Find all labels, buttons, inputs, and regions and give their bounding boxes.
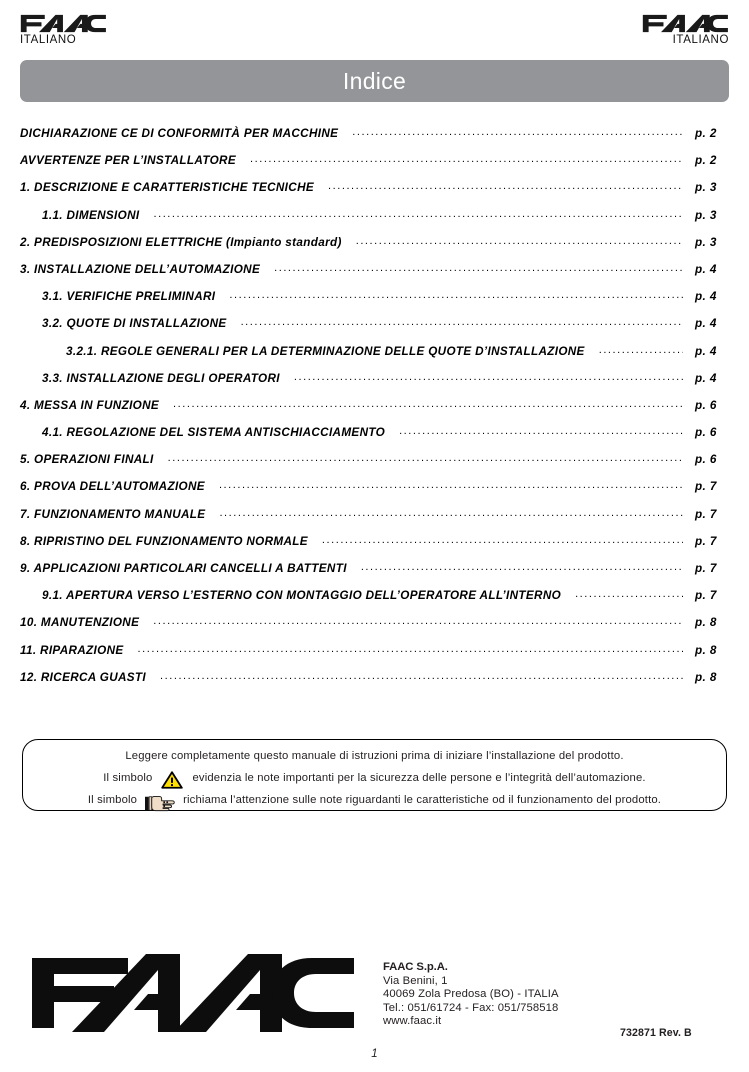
toc-leader-dots	[160, 671, 683, 681]
toc-entry-page: p. 7	[695, 480, 717, 494]
company-address	[383, 961, 559, 1029]
address-street: Via Benini, 1	[383, 974, 448, 987]
toc-leader-dots	[328, 181, 683, 191]
toc-leader-dots	[153, 616, 683, 626]
toc-entry[interactable]	[20, 562, 729, 589]
toc-entry-label: 11. RIPARAZIONE	[20, 643, 124, 657]
toc-entry-label: 3. INSTALLAZIONE DELL’AUTOMAZIONE	[20, 262, 261, 276]
faac-logo-icon	[28, 948, 358, 1034]
toc-entry-page: p. 3	[695, 235, 717, 249]
footer-faac-logo	[28, 948, 358, 1034]
notice-text-suffix: evidenzia le note importanti per la sicurezza delle persone e l’integrità dell’automazione.	[192, 772, 646, 784]
toc-entry[interactable]	[20, 236, 729, 263]
toc-leader-dots	[575, 589, 683, 599]
toc-entry[interactable]	[20, 317, 729, 344]
toc-entry-label: 9.1. APERTURA VERSO L’ESTERNO CON MONTAGGIO DELL’OPERATORE ALL’INTERNO	[42, 589, 562, 603]
toc-entry-label: 1.1. DIMENSIONI	[42, 208, 140, 222]
toc-leader-dots	[352, 127, 683, 137]
toc-entry-page: p. 6	[695, 398, 717, 412]
toc-entry-page: p. 2	[695, 127, 717, 140]
toc-entry[interactable]	[20, 644, 729, 671]
toc-entry[interactable]	[20, 399, 729, 426]
toc-entry-label: 1. DESCRIZIONE E CARATTERISTICHE TECNICHE	[20, 181, 315, 195]
toc-entry[interactable]	[20, 372, 729, 399]
toc-entry-page: p. 6	[695, 426, 717, 440]
toc-leader-dots	[153, 209, 683, 219]
toc-entry-label: 4. MESSA IN FUNZIONE	[20, 398, 160, 412]
toc-entry-label: 3.2.1. REGOLE GENERALI PER LA DETERMINAZIONE DELLE QUOTE D’INSTALLAZIONE	[66, 344, 585, 358]
notice-line-hand	[23, 789, 726, 811]
toc-leader-dots	[599, 345, 683, 355]
toc-entry-page: p. 3	[695, 181, 717, 195]
toc-entry[interactable]	[20, 290, 729, 317]
toc-entry-page: p. 7	[695, 507, 717, 521]
toc-leader-dots	[294, 372, 683, 382]
address-phone: Tel.: 051/61724 - Fax: 051/758518	[383, 1001, 559, 1014]
toc-entry-page: p. 4	[695, 262, 717, 276]
toc-entry-page: p. 4	[695, 344, 717, 358]
toc-entry-page: p. 7	[695, 534, 717, 548]
notice-text: Leggere completamente questo manuale di istruzioni prima di iniziare l’installazione del prodotto.	[125, 750, 624, 762]
toc-entry-page: p. 7	[695, 589, 717, 603]
toc-leader-dots	[399, 426, 683, 436]
pointing-hand-icon	[145, 795, 175, 812]
toc-entry-label: 8. RIPRISTINO DEL FUNZIONAMENTO NORMALE	[20, 534, 308, 548]
notice-text-prefix: Il simbolo	[103, 772, 153, 784]
toc-entry[interactable]	[20, 154, 729, 181]
warning-triangle-icon	[161, 771, 183, 789]
toc-entry[interactable]	[20, 345, 729, 372]
page-header	[0, 14, 749, 56]
toc-entry-label: 12. RICERCA GUASTI	[20, 670, 147, 684]
company-name: FAAC S.p.A.	[383, 961, 448, 973]
notice-line-read-manual	[23, 745, 726, 767]
toc-entry[interactable]	[20, 616, 729, 643]
toc-entry-label: 9. APPLICAZIONI PARTICOLARI CANCELLI A BATTENTI	[20, 562, 347, 575]
toc-leader-dots	[219, 508, 683, 518]
toc-entry-page: p. 3	[695, 208, 717, 222]
address-city: 40069 Zola Predosa (BO) - ITALIA	[383, 988, 559, 1001]
toc-leader-dots	[361, 562, 683, 572]
toc-leader-dots	[274, 263, 683, 273]
toc-leader-dots	[229, 290, 683, 300]
notice-text-suffix: richiama l’attenzione sulle note riguardanti le caratteristiche od il funzionamento del prodotto.	[183, 794, 662, 806]
page-title: Indice	[342, 67, 407, 94]
page-number: 1	[371, 1048, 378, 1060]
toc-leader-dots	[168, 453, 683, 463]
notice-text-prefix: Il simbolo	[87, 794, 138, 806]
page-title-bar	[20, 60, 729, 102]
toc-entry[interactable]	[20, 426, 729, 453]
toc-entry-page: p. 6	[695, 453, 717, 467]
toc-entry-label: DICHIARAZIONE CE DI CONFORMITÀ PER MACCHINE	[20, 127, 339, 140]
toc-entry-label: 6. PROVA DELL’AUTOMAZIONE	[20, 480, 205, 494]
toc-leader-dots	[138, 644, 683, 654]
toc-leader-dots	[250, 154, 683, 164]
toc-entry[interactable]	[20, 480, 729, 507]
brand-right	[619, 14, 729, 47]
toc-entry-label: 7. FUNZIONAMENTO MANUALE	[20, 507, 206, 521]
toc-entry-page: p. 4	[695, 371, 717, 385]
toc-entry[interactable]	[20, 209, 729, 236]
toc-entry[interactable]	[20, 181, 729, 208]
notice-line-warning	[23, 767, 726, 789]
toc-entry-page: p. 4	[695, 317, 717, 331]
faac-logo-icon	[642, 14, 729, 33]
toc-entry[interactable]	[20, 535, 729, 562]
toc-entry-label: 3.2. QUOTE DI INSTALLAZIONE	[42, 317, 227, 331]
address-website: www.faac.it	[383, 1015, 442, 1028]
toc-entry[interactable]	[20, 453, 729, 480]
toc-entry-label: AVVERTENZE PER L’INSTALLATORE	[20, 154, 236, 168]
toc-entry[interactable]	[20, 508, 729, 535]
toc-entry-page: p. 7	[695, 562, 717, 575]
toc-entry-label: 4.1. REGOLAZIONE DEL SISTEMA ANTISCHIACCIAMENTO	[42, 426, 386, 440]
table-of-contents	[20, 127, 729, 698]
toc-entry[interactable]	[20, 589, 729, 616]
toc-entry-page: p. 8	[695, 670, 717, 684]
toc-leader-dots	[241, 317, 683, 327]
toc-entry-page: p. 2	[695, 154, 717, 168]
toc-entry[interactable]	[20, 263, 729, 290]
toc-entry-label: 10. MANUTENZIONE	[20, 616, 140, 630]
brand-right-subtitle: ITALIANO	[672, 34, 729, 46]
toc-entry-label: 5. OPERAZIONI FINALI	[20, 453, 154, 467]
toc-entry-label: 3.1. VERIFICHE PRELIMINARI	[42, 290, 216, 304]
toc-leader-dots	[356, 236, 683, 246]
toc-entry-page: p. 8	[695, 616, 717, 630]
toc-leader-dots	[322, 535, 683, 545]
revision-code: 732871 Rev. B	[620, 1027, 692, 1039]
toc-entry[interactable]	[20, 671, 729, 698]
toc-entry[interactable]	[20, 127, 729, 154]
brand-left	[20, 14, 130, 47]
toc-leader-dots	[219, 480, 683, 490]
toc-entry-page: p. 8	[695, 643, 717, 657]
brand-left-subtitle: ITALIANO	[20, 34, 77, 46]
toc-entry-label: 2. PREDISPOSIZIONI ELETTRICHE (Impianto standard)	[20, 235, 342, 249]
toc-leader-dots	[173, 399, 683, 409]
toc-entry-label: 3.3. INSTALLAZIONE DEGLI OPERATORI	[42, 371, 280, 385]
toc-entry-page: p. 4	[695, 290, 717, 304]
notice-box	[22, 739, 727, 811]
faac-logo-icon	[20, 14, 107, 33]
